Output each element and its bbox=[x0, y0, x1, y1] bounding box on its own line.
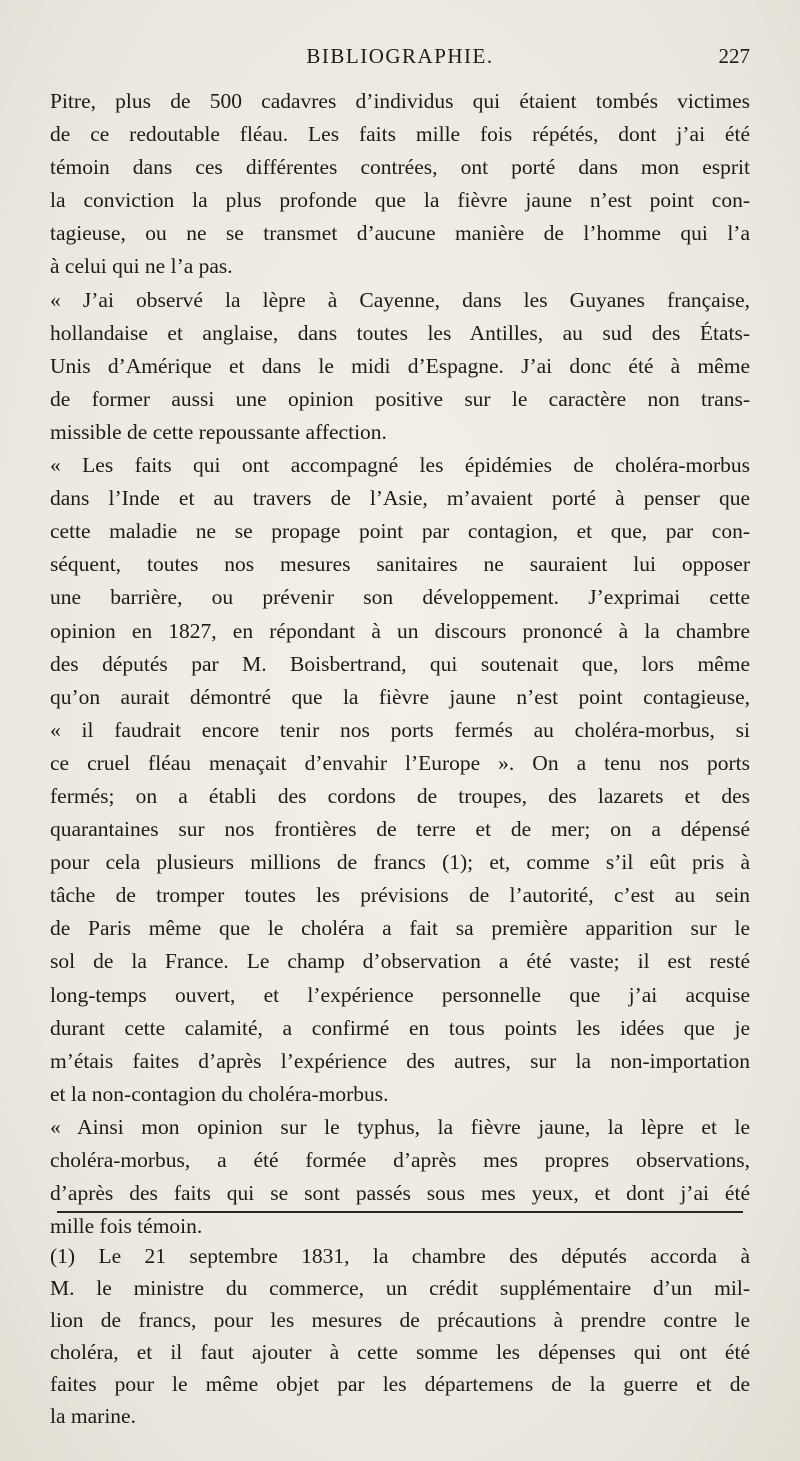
text-line: long-temps ouvert, et l’expérience personnelle que j’ai acquise bbox=[50, 982, 750, 1007]
text-line: des députés par M. Boisbertrand, qui soutenait que, lors même bbox=[50, 651, 750, 676]
text-line: opinion en 1827, en répondant à un discours prononcé à la chambre bbox=[50, 618, 750, 643]
footnote-line: M. le ministre du commerce, un crédit supplémentaire d’un mil- bbox=[50, 1276, 750, 1300]
text-line: de ce redoutable fléau. Les faits mille fois répétés, dont j’ai été bbox=[50, 122, 750, 147]
text-line: à celui qui ne l’a pas. bbox=[50, 254, 233, 279]
text-line: de former aussi une opinion positive sur le caractère non trans- bbox=[50, 386, 750, 411]
text-line: « J’ai observé la lèpre à Cayenne, dans les Guyanes française, bbox=[50, 287, 750, 312]
footnote-line: faites pour le même objet par les départemens de la guerre et de bbox=[50, 1372, 750, 1396]
text-line: tâche de tromper toutes les prévisions de l’autorité, c’est au sein bbox=[50, 883, 750, 908]
footnote-line: (1) Le 21 septembre 1831, la chambre des députés accorda à bbox=[50, 1244, 750, 1268]
text-line: qu’on aurait démontré que la fièvre jaune n’est point contagieuse, bbox=[50, 684, 750, 709]
text-line: de Paris même que le choléra a fait sa première apparition sur le bbox=[50, 916, 750, 941]
text-line: missible de cette repoussante affection. bbox=[50, 419, 387, 444]
footnote-line: la marine. bbox=[50, 1404, 136, 1428]
text-line: « il faudrait encore tenir nos ports fermés au choléra-morbus, si bbox=[50, 717, 750, 742]
running-title: BIBLIOGRAPHIE. bbox=[306, 44, 494, 68]
text-line: tagieuse, ou ne se transmet d’aucune manière de l’homme qui l’a bbox=[50, 221, 750, 246]
text-line: ce cruel fléau menaçait d’envahir l’Europe ». On a tenu nos ports bbox=[50, 750, 750, 775]
footnote-line: lion de francs, pour les mesures de précautions à prendre contre le bbox=[50, 1308, 750, 1332]
text-line: m’étais faites d’après l’expérience des autres, sur la non-importation bbox=[50, 1048, 750, 1073]
text-line: dans l’Inde et au travers de l’Asie, m’avaient porté à penser que bbox=[50, 486, 750, 511]
text-line: hollandaise et anglaise, dans toutes les Antilles, au sud des États- bbox=[50, 320, 750, 345]
text-line: mille fois témoin. bbox=[50, 1214, 203, 1239]
footnote bbox=[50, 1240, 750, 1432]
body-text bbox=[50, 85, 750, 1243]
text-line: une barrière, ou prévenir son développement. J’exprimai cette bbox=[50, 585, 750, 610]
text-line: d’après des faits qui se sont passés sous mes yeux, et dont j’ai été bbox=[50, 1181, 750, 1206]
page-header bbox=[50, 44, 750, 76]
text-line: séquent, toutes nos mesures sanitaires ne sauraient lui opposer bbox=[50, 552, 750, 577]
text-line: Unis d’Amérique et dans le midi d’Espagne. J’ai donc été à même bbox=[50, 353, 750, 378]
text-line: « Les faits qui ont accompagné les épidémies de choléra-morbus bbox=[50, 453, 750, 478]
text-line: sol de la France. Le champ d’observation a été vaste; il est resté bbox=[50, 949, 750, 974]
text-line: Pitre, plus de 500 cadavres d’individus qui étaient tombés victimes bbox=[50, 89, 750, 113]
text-line: fermés; on a établi des cordons de troupes, des lazarets et des bbox=[50, 783, 750, 808]
page-number: 227 bbox=[718, 44, 750, 68]
text-line: témoin dans ces différentes contrées, ont porté dans mon esprit bbox=[50, 155, 750, 180]
text-line: choléra-morbus, a été formée d’après mes propres observations, bbox=[50, 1148, 750, 1172]
footnote-line: choléra, et il faut ajouter à cette somme les dépenses qui ont été bbox=[50, 1340, 750, 1364]
text-line: la conviction la plus profonde que la fièvre jaune n’est point con- bbox=[50, 188, 750, 213]
text-line: et la non-contagion du choléra-morbus. bbox=[50, 1081, 389, 1106]
text-line: cette maladie ne se propage point par contagion, et que, par con- bbox=[50, 519, 750, 544]
footnote-rule bbox=[57, 1211, 743, 1213]
text-line: « Ainsi mon opinion sur le typhus, la fièvre jaune, la lèpre et le bbox=[50, 1114, 750, 1139]
text-line: quarantaines sur nos frontières de terre et de mer; on a dépensé bbox=[50, 817, 750, 842]
text-line: pour cela plusieurs millions de francs (1); et, comme s’il eût pris à bbox=[50, 850, 750, 875]
text-line: durant cette calamité, a confirmé en tous points les idées que je bbox=[50, 1015, 750, 1040]
